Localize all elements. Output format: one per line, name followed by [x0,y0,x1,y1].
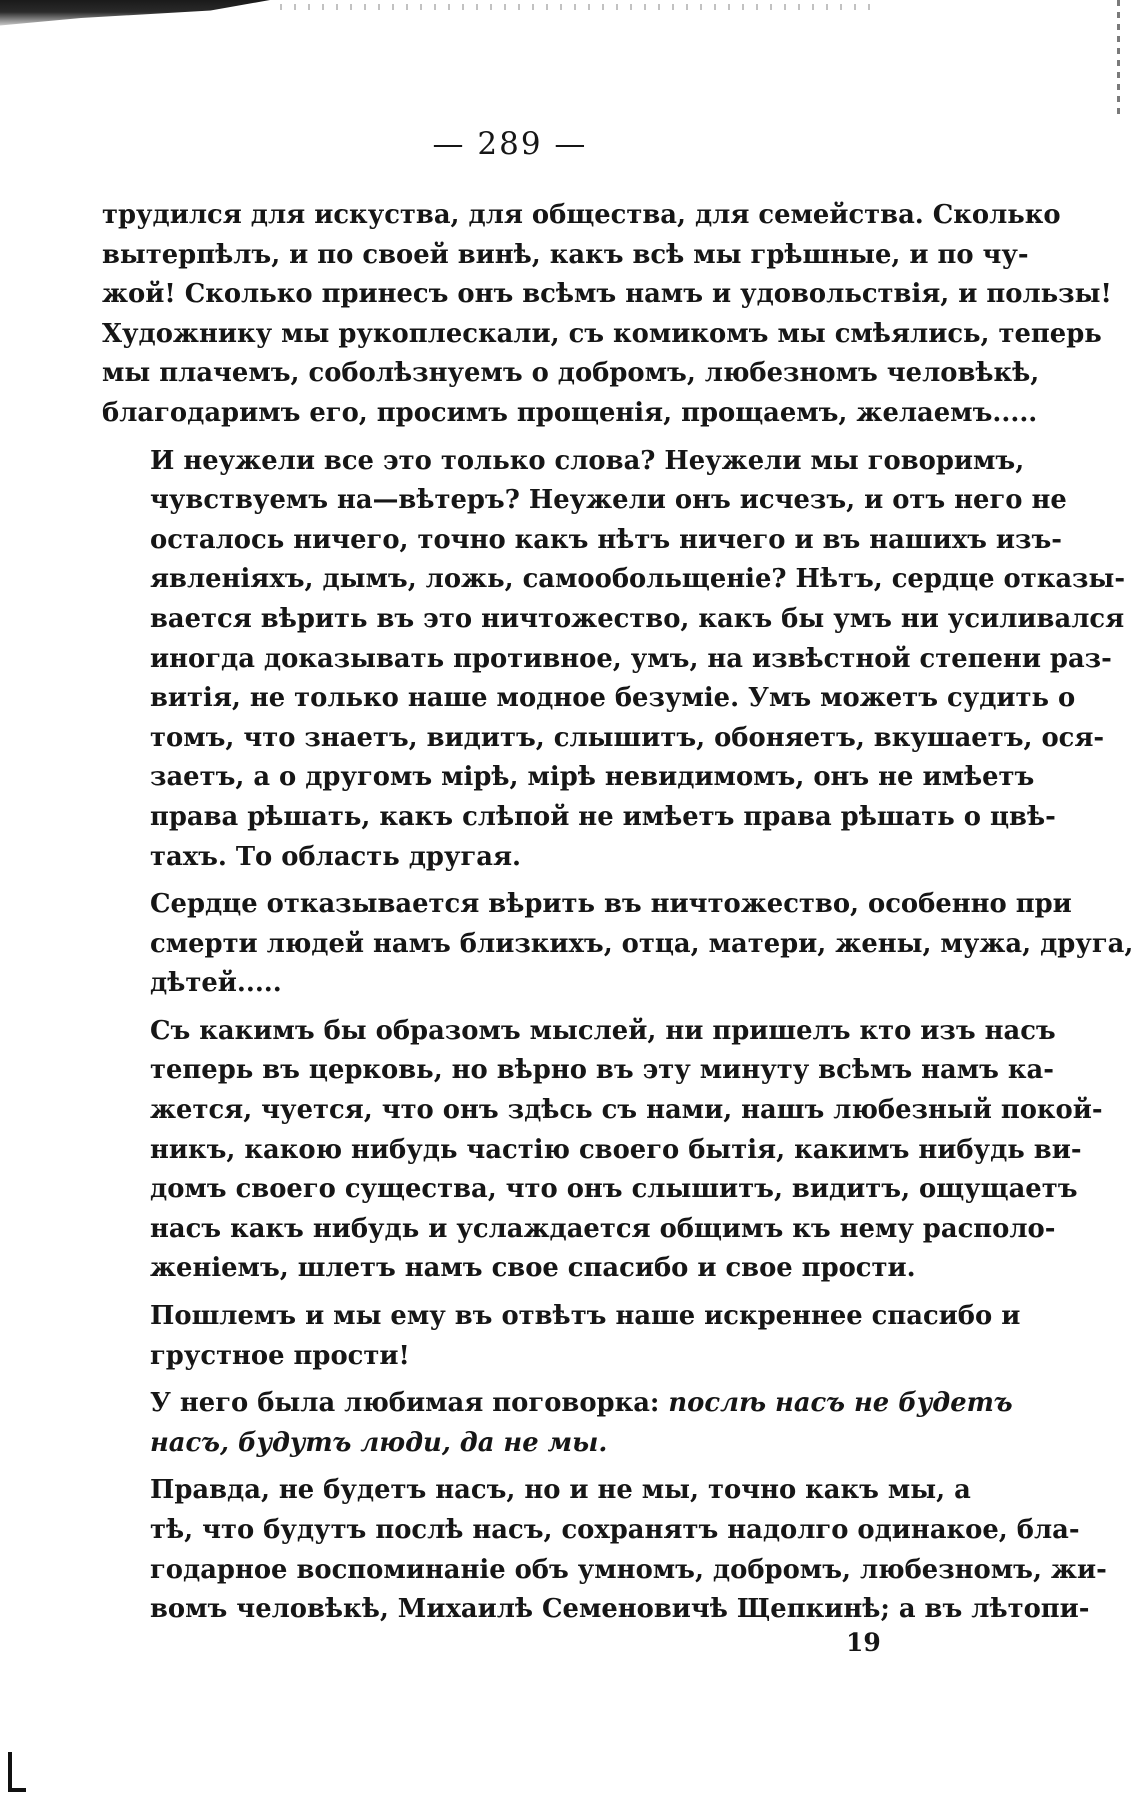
text-line: И неужели все это только слова? Неужели мы говоримъ, [150,445,1025,476]
text-line: трудился для искуства, для общества, для семейства. Сколько [102,200,1061,230]
paragraph [102,1297,1021,1376]
text-line: дѣтей..... [150,968,282,999]
text-line: жется, чуется, что онъ здѣсь съ нами, нашъ любезный покой- [150,1095,1103,1126]
text-line: никъ, какою нибудь частію своего бытія, какимъ нибудь ви- [150,1134,1082,1165]
text-line: тахъ. То область другая. [150,841,522,872]
text-line: вытерпѣлъ, и по своей винѣ, какъ всѣ мы грѣшные, и по чу- [102,239,1029,270]
text-line: грустное прости! [150,1340,410,1371]
text-line: Пошлемъ и мы ему въ отвѣтъ наше искреннее спасибо и [150,1301,1021,1332]
text-line: благодаримъ его, просимъ прощенія, прощаемъ, желаемъ..... [102,397,1038,428]
text-line: Съ какимъ бы образомъ мыслей, ни пришелъ кто изъ насъ [150,1015,1056,1046]
page-number: — 289 — [432,126,588,162]
text-line: права рѣшать, какъ слѣпой не имѣетъ права рѣшать о цвѣ- [150,801,1056,832]
text-line: витія, не только наше модное безуміе. Умъ можетъ судить о [150,683,1076,714]
text-line: вается вѣрить въ это ничтожество, какъ бы умъ ни усиливался [150,603,1125,634]
signature-mark: 19 [846,1628,881,1657]
text-line: насъ какъ нибудь и услаждается общимъ къ нему располо- [150,1213,1056,1244]
text-line: смерти людей намъ близкихъ, отца, матери, жены, мужа, друга, [150,928,1134,959]
text-line: женіемъ, шлетъ намъ свое спасибо и свое прости. [150,1253,916,1284]
text-run: У него была любимая поговорка: [150,1388,669,1419]
text-line [102,1424,940,1464]
paragraph [102,1384,1013,1463]
scan-smudge [0,0,270,30]
text-line: тѣ, что будутъ послѣ насъ, сохранятъ надолго одинакое, бла- [150,1515,1080,1545]
paragraph [102,885,1134,1004]
italic-quote: насъ, будутъ люди, да не мы. [150,1427,608,1458]
text-line: иногда доказывать противное, умъ, на извѣстной степени раз- [150,643,1112,674]
scan-corner-mark [8,1752,12,1792]
text-line: осталось ничего, точно какъ нѣтъ ничего и въ нашихъ изъ- [150,524,1062,555]
scan-edge [1117,0,1120,120]
text-line: томъ, что знаетъ, видитъ, слышитъ, обоняетъ, вкушаетъ, ося- [150,722,1105,753]
text-line: явленіяхъ, дымъ, ложь, самообольщеніе? Нѣтъ, сердце отказы- [150,564,1126,595]
text-line: Художнику мы рукоплескали, съ комикомъ мы смѣялись, теперь [102,318,1102,349]
paragraph [102,1012,1103,1289]
text-line: годарное воспоминаніе объ умномъ, добромъ, любезномъ, жи- [150,1554,1107,1585]
text-line: вомъ человѣкѣ, Михаилѣ Семеновичѣ Щепкинѣ; а въ лѣтопи- [150,1594,1090,1625]
text-line: чувствуемъ на—вѣтеръ? Неужели онъ исчезъ, и отъ него не [150,485,1067,516]
text-line: жой! Сколько принесъ онъ всѣмъ намъ и удовольствія, и пользы! [102,279,1112,310]
text-line: Правда, не будетъ насъ, но и не мы, точно какъ мы, а [150,1475,971,1506]
paragraph [102,196,1112,434]
text-line: Сердце отказывается вѣрить въ ничтожество, особенно при [150,889,1072,920]
text-line: мы плачемъ, соболѣзнуемъ о добромъ, любезномъ человѣкѣ, [102,358,1040,389]
paragraph [102,1471,1107,1629]
text-line [102,1384,1013,1424]
italic-quote: послѣ насъ не будетъ [668,1388,1013,1419]
scan-speckle [280,4,880,10]
body-text [102,196,1134,1638]
text-line: теперь въ церковь, но вѣрно въ эту минуту всѣмъ намъ ка- [150,1055,1054,1086]
paragraph [102,442,1126,878]
text-line: домъ своего существа, что онъ слышитъ, видитъ, ощущаетъ [150,1174,1078,1205]
text-line: заетъ, а о другомъ мірѣ, мірѣ невидимомъ, онъ не имѣетъ [150,762,1035,793]
